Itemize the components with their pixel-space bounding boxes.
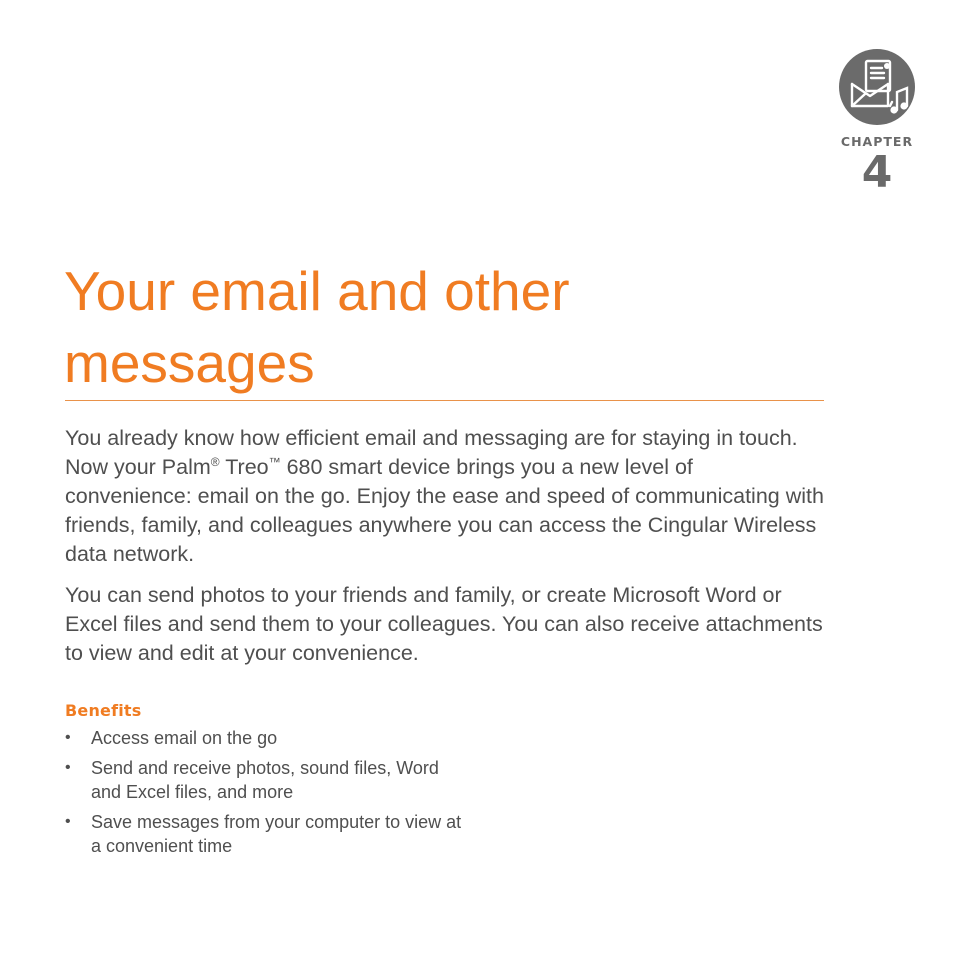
- page-title-line-1: Your email and other: [64, 260, 570, 322]
- intro-paragraph-1-part-1: You already know how efficient email and messaging are for staying in touch. Now your Palm: [65, 426, 798, 479]
- intro-paragraph-1: [65, 424, 825, 569]
- chapter-label: CHAPTER: [840, 134, 914, 149]
- intro-text: [65, 424, 825, 680]
- chapter-number: 4: [861, 147, 893, 198]
- bullet-icon: •: [65, 759, 71, 776]
- envelope-music-icon: [838, 48, 916, 126]
- intro-paragraph-2: You can send photos to your friends and family, or create Microsoft Word or Excel files and send them to your colleagues. You can also receive attachments to view and edit at your convenience.: [65, 583, 823, 665]
- list-item: [65, 726, 465, 750]
- intro-paragraph-1-part-2: Treo: [219, 455, 269, 479]
- intro-paragraph-1-part-3: 680 smart device brings you a new level of convenience: email on the go. Enjoy the ease and speed of communicating with friends, family, and colleagues anywhere you can access the Cingular Wireless data network.: [65, 455, 824, 566]
- benefits-heading: Benefits: [65, 701, 142, 720]
- title-divider: [65, 400, 824, 401]
- registered-mark: ®: [210, 454, 220, 469]
- list-item-text: Access email on the go: [91, 728, 278, 748]
- list-item-text: Save messages from your computer to view at a convenient time: [91, 812, 462, 856]
- page-title: [64, 255, 824, 399]
- trademark-mark: ™: [268, 454, 281, 469]
- page-title-line-2: messages: [64, 332, 315, 394]
- list-item-text: Send and receive photos, sound files, Word and Excel files, and more: [91, 758, 439, 802]
- bullet-icon: •: [65, 813, 71, 830]
- chapter-badge: [838, 48, 916, 198]
- benefits-list: [65, 726, 465, 858]
- list-item: [65, 810, 465, 858]
- list-item: [65, 756, 465, 804]
- bullet-icon: •: [65, 729, 71, 746]
- benefits-section: [65, 701, 465, 864]
